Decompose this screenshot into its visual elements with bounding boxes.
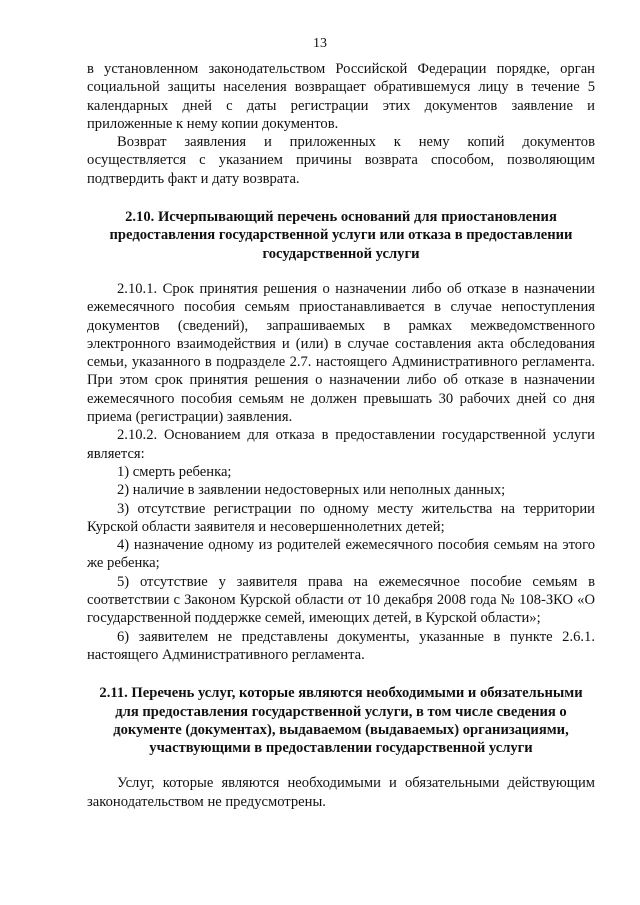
paragraph-2-11-1: Услуг, которые являются необходимыми и обязательными действующим законодательством не предусмотрены.: [87, 775, 595, 810]
list-item: 6) заявителем не представлены документы, указанные в пункте 2.6.1. настоящего Административного регламента.: [87, 628, 595, 663]
list-item: 1) смерть ребенка;: [117, 463, 232, 480]
list-item: 5) отсутствие у заявителя права на ежемесячное пособие семьям в соответствии с Законом Курской области от 10 декабря 2008 года № 108-ЗКО «О государственной поддержке семей, имеющих детей, в Курской области»;: [87, 573, 595, 627]
section-heading-2-10: 2.10. Исчерпывающий перечень оснований для приостановления предоставления государственной услуги или отказа в предоставлении государственной услуги: [109, 209, 573, 262]
paragraph: Возврат заявления и приложенных к нему копий документов осуществляется с указанием причины возврата способом, позволяющим подтвердить факт и дату возврата.: [87, 134, 595, 187]
list-item: 2) наличие в заявлении недостоверных или неполных данных;: [117, 482, 506, 499]
document-body: [87, 60, 595, 811]
paragraph-2-10-1: 2.10.1. Срок принятия решения о назначении либо об отказе в назначении ежемесячного пособия семьям приостанавливается в случае непоступления документов (сведений), запрашиваемых в рамках межведомственного электронного взаимодействия и (или) в случае составления акта обследования семьи, указанного в подразделе 2.7. настоящего Административного регламента. При этом срок принятия решения о назначении либо об отказе в назначении ежемесячного пособия семьям не должен превышать 30 рабочих дней со дня приема (регистрации) заявления.: [87, 280, 595, 426]
section-heading-2-11: 2.11. Перечень услуг, которые являются необходимыми и обязательными для предоставления государственной услуги, в том числе сведения о документе (документах), выдаваемом (выдаваемых) организациями, участвующими в предоставлении государственной услуги: [99, 685, 583, 757]
paragraph-2-10-2: 2.10.2. Основанием для отказа в предоставлении государственной услуги является:: [87, 427, 595, 462]
page-number: 13: [313, 36, 327, 51]
list-item: 4) назначение одному из родителей ежемесячного пособия семьям на этого же ребенка;: [87, 537, 595, 572]
paragraph: в установленном законодательством Российской Федерации порядке, орган социальной защиты населения возвращает обратившемуся лицу в течение 5 календарных дней с даты регистрации этих документов заявление и приложенные к нему копии документов.: [87, 61, 595, 132]
list-item: 3) отсутствие регистрации по одному месту жительства на территории Курской области заявителя и несовершеннолетних детей;: [87, 500, 595, 535]
